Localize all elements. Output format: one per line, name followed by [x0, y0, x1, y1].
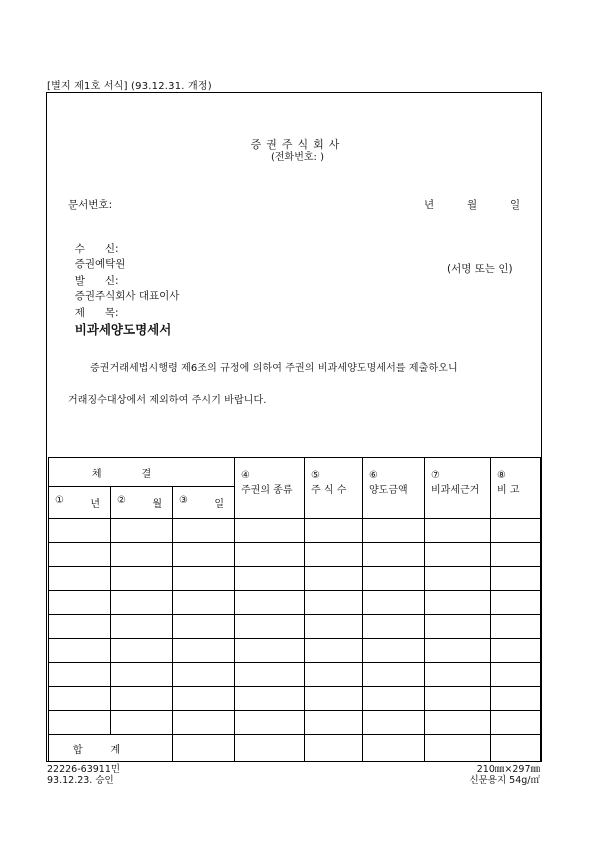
table-row [49, 567, 541, 591]
header-num: ⑥ [369, 470, 378, 481]
sender-label: 발 신: [74, 275, 119, 287]
header-num: ③ [179, 495, 188, 506]
subject-row [68, 293, 171, 338]
header-label: 주권의 종류 [241, 485, 293, 496]
doc-number-label: 문서번호: [68, 199, 113, 211]
transfer-table [48, 457, 541, 762]
sender-value: 증권주식회사 대표이사 [74, 290, 180, 302]
table-row [49, 687, 541, 711]
paper-size: 210㎜×297㎜ [476, 764, 540, 775]
company-phone: (전화번호: ) [271, 152, 324, 163]
header-num: ② [117, 495, 126, 506]
header-label: 양도금액 [369, 485, 408, 496]
recipient-value: 증권예탁원 [74, 258, 126, 270]
header-share-count [305, 458, 363, 519]
table-row [49, 711, 541, 735]
header-exemption-basis [425, 458, 491, 519]
form-code: 22226-63911민 [47, 764, 121, 775]
header-num: ① [55, 495, 64, 506]
date-day-label: 일 [510, 199, 521, 211]
total-label: 합계 [49, 735, 173, 762]
table-row [49, 615, 541, 639]
total-row [49, 735, 541, 762]
subject-label: 제 목: [74, 307, 119, 319]
header-label: 주 식 수 [311, 485, 347, 496]
header-stock-type [235, 458, 305, 519]
paper-type: 신문용지 54g/㎡ [469, 775, 540, 786]
settlement-header: 체결 [49, 458, 235, 487]
header-num: ⑤ [311, 470, 320, 481]
footer-right [440, 764, 540, 786]
header-label: 년 [90, 499, 100, 510]
signature-label: (서명 또는 인) [447, 263, 513, 275]
recipient-label: 수 신: [74, 243, 119, 255]
header-remarks [491, 458, 541, 519]
table-row [49, 639, 541, 663]
header-num: ⑧ [497, 470, 506, 481]
header-num: ⑦ [431, 470, 440, 481]
table-row [49, 663, 541, 687]
header-day [173, 487, 235, 519]
table-row [49, 543, 541, 567]
header-num: ④ [241, 470, 250, 481]
header-month [111, 487, 173, 519]
subject-title: 비과세양도명세서 [74, 322, 172, 337]
table-row [49, 519, 541, 543]
form-header: [별지 제1호 서식] (93.12.31. 개정) [47, 81, 212, 92]
body-line-2: 거래징수대상에서 제외하여 주시기 바랍니다. [68, 395, 267, 406]
company-name: 증권주식회사 [250, 138, 345, 151]
body-line-1: 증권거래세법시행령 제6조의 규정에 의하여 주권의 비과세양도명세서를 제출하오니 [90, 363, 458, 374]
approval-date: 93.12.23. 승인 [47, 775, 114, 786]
header-transfer-amount [363, 458, 425, 519]
footer-left [47, 764, 120, 786]
header-label: 일 [214, 499, 225, 510]
header-label: 비과세근거 [431, 485, 480, 496]
date-month-label: 월 [467, 199, 478, 211]
table-row [49, 591, 541, 615]
header-label: 월 [152, 499, 162, 510]
date-year-label: 년 [424, 199, 435, 211]
header-label: 비 고 [497, 485, 520, 496]
header-year [49, 487, 111, 519]
